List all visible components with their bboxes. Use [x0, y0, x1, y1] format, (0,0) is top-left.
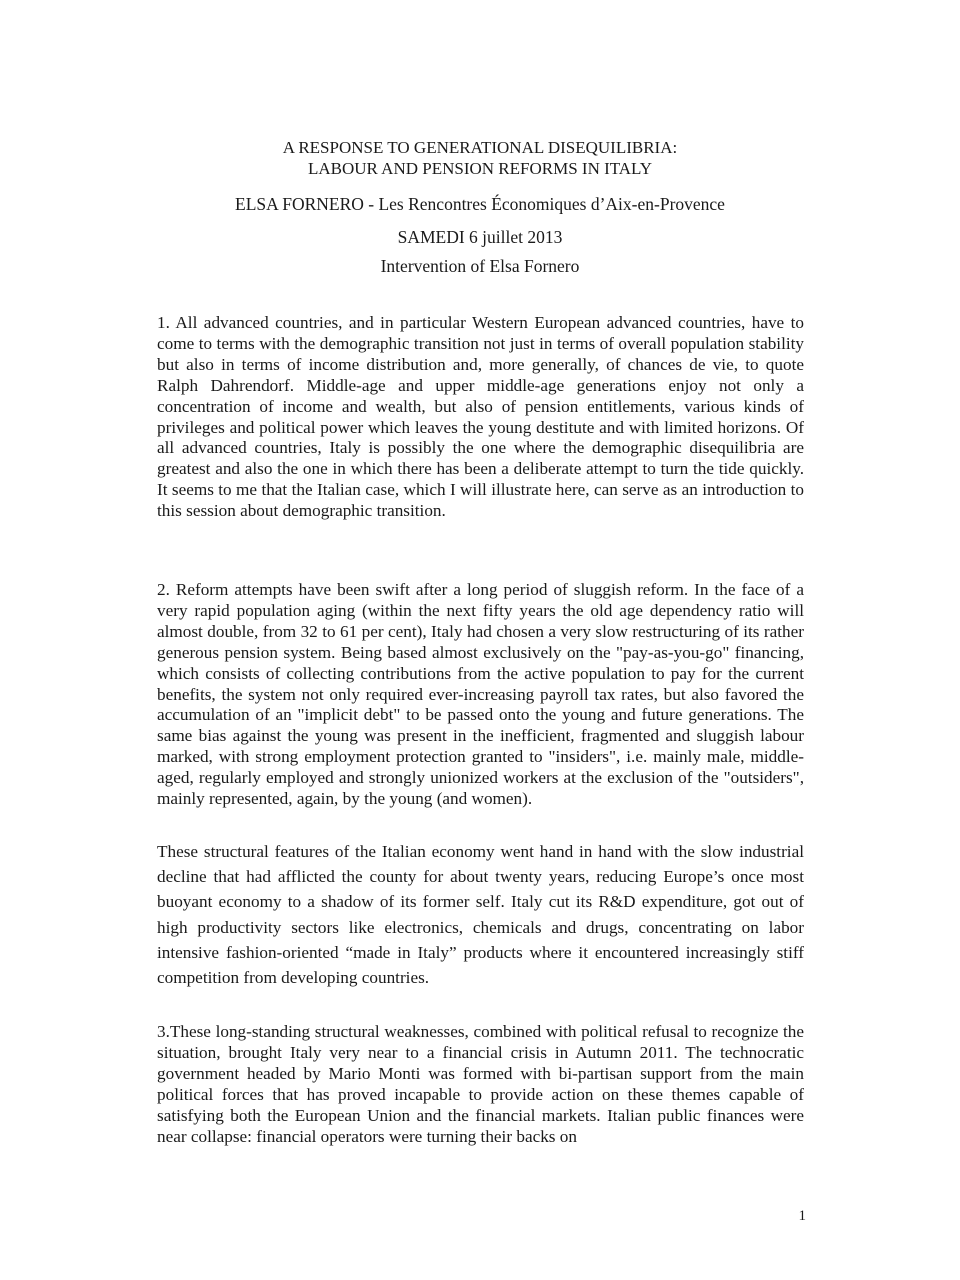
paragraph-1: 1. All advanced countries, and in particular Western European advanced countries, have to come to terms with the demographic transition not just in terms of overall population stability but also in terms of income distribution and, more generally, of chances de vie, to quote Ralph Dahrendorf. Middle-age and upper middle-age generations enjoy not only a concentration of income and wealth, but also of pension entitlements, various kinds of privileges and political power which leaves the young destitute and with limited horizons. Of all advanced countries, Italy is possibly the one where the demographic disequilibria are greatest and also the one in which there has been a deliberate attempt to turn the tide quickly. It seems to me that the Italian case, which I will illustrate here, can serve as an introduction to this session about demographic transition. [157, 313, 804, 521]
paragraph-2-continued: These structural features of the Italian economy went hand in hand with the slow industrial decline that had afflicted the county for about twenty years, reducing Europe’s once most buoyant economy to a shadow of its former self. Italy cut its R&D expenditure, got out of high productivity sectors like electronics, chemicals and drugs, concentrating on labor intensive fashion-oriented “made in Italy” products where it encountered increasingly stiff competition from developing countries. [157, 842, 804, 988]
title-line-1: A RESPONSE TO GENERATIONAL DISEQUILIBRIA: [282, 138, 678, 157]
intervention-line: Intervention of Elsa Fornero [380, 256, 580, 276]
document-title [0, 137, 960, 179]
paragraph-3: 3.These long-standing structural weaknesses, combined with political refusal to recognize the situation, brought Italy very near to a financial crisis in Autumn 2011. The technocratic government headed by Mario Monti was formed with bi-partisan support from the main political forces that has proved incapable to provide action on these themes capable of satisfying both the European Union and the financial markets. Italian public finances were near collapse: financial operators were turning their backs on [157, 1022, 804, 1146]
author-line: ELSA FORNERO - Les Rencontres Économiques d’Aix-en-Provence [235, 194, 725, 214]
paragraph-2: 2. Reform attempts have been swift after a long period of sluggish reform. In the face of a very rapid population aging (within the next fifty years the old age dependency ratio will almost double, from 32 to 61 per cent), Italy had chosen a very slow restructuring of its rather generous pension system. Being based almost exclusively on the "pay-as-you-go" financing, which consists of collecting contributions from the active population to pay for the current benefits, the system not only required ever-increasing payroll tax rates, but also favored the accumulation of an "implicit debt" to be passed onto the young and future generations. The same bias against the young was present in the inefficient, fragmented and sluggish labour marked, with strong employment protection granted to "insiders", i.e. mainly male, middle-aged, regularly employed and strongly unionized workers at the exclusion of the "outsiders", mainly represented, again, by the young (and women). [157, 580, 804, 809]
title-line-2: LABOUR AND PENSION REFORMS IN ITALY [307, 159, 653, 178]
date-line: SAMEDI 6 juillet 2013 [397, 227, 563, 247]
page-number: 1 [798, 1208, 806, 1224]
